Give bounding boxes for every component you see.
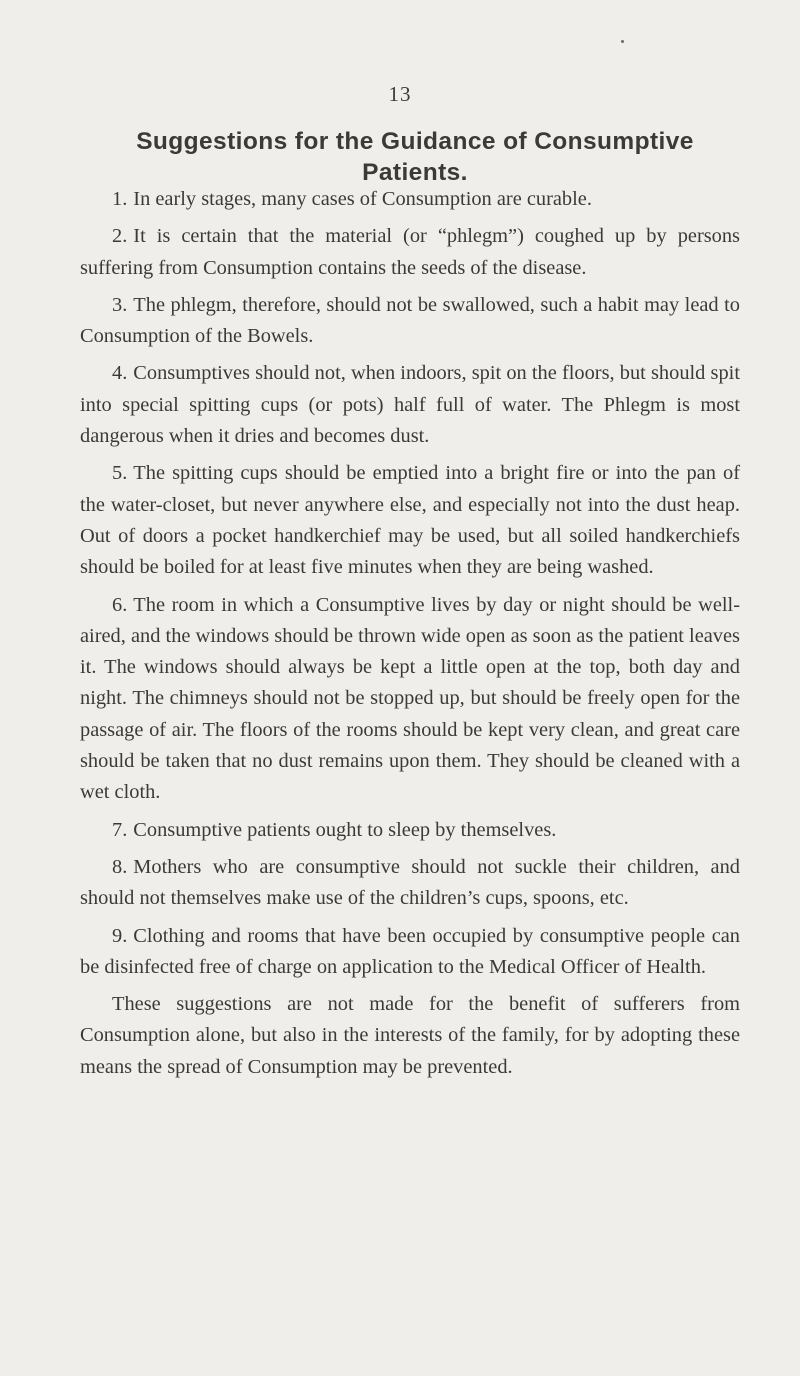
- numbered-paragraph: [80, 184, 740, 215]
- paragraph-text: In early stages, many cases of Consumption are curable.: [133, 188, 592, 210]
- numbered-paragraph: [80, 852, 740, 915]
- paragraph-text: The spitting cups should be emptied into a bright fire or into the pan of the water-closet, but never anywhere else, and especially not into the dust heap. Out of doors a pocket handkerchief may be used, but all soiled handkerchiefs should be boiled for at least five minutes when they are being washed.: [80, 462, 740, 579]
- paragraph-number: 7.: [112, 818, 128, 841]
- paragraph-number: 4.: [112, 362, 128, 385]
- paragraph-text: Mothers who are consumptive should not suckle their children, and should not themselves make use of the children’s cups, spoons, etc.: [80, 855, 740, 910]
- numbered-paragraph: [80, 290, 740, 353]
- numbered-paragraph: [80, 221, 740, 284]
- numbered-paragraph: [80, 590, 740, 809]
- closing-paragraph: These suggestions are not made for the benefit of sufferers from Consumption alone, but also in the interests of the family, for by adopting these means the spread of Consumption may be prevented.: [80, 993, 740, 1078]
- paragraph-text: Consumptive patients ought to sleep by themselves.: [133, 818, 557, 841]
- numbered-paragraph: [80, 815, 740, 846]
- numbered-paragraph: [80, 458, 740, 583]
- paragraph-text: It is certain that the material (or “phlegm”) coughed up by persons suffering from Consumption contains the seeds of the disease.: [80, 225, 740, 279]
- paragraph-text: The room in which a Consumptive lives by day or night should be well-aired, and the windows should be thrown wide open as soon as the patient leaves it. The windows should always be kept a little open at the top, both day and night. The chimneys should not be stopped up, but should be freely open for the passage of air. The floors of the rooms should be kept very clean, and great care should be taken that no dust remains upon them. They should be cleaned with a wet cloth.: [80, 593, 740, 804]
- paragraph-number: 6.: [112, 593, 128, 616]
- paragraph-number: 2.: [112, 225, 128, 248]
- page-number: 13: [388, 82, 412, 106]
- paragraph-number: 9.: [112, 924, 128, 947]
- numbered-paragraph: [80, 358, 740, 452]
- paragraph-number: 8.: [112, 855, 128, 878]
- paragraph-text: Consumptives should not, when indoors, spit on the floors, but should spit into special spitting cups (or pots) half full of water. The Phlegm is most dangerous when it dries and becomes dust.: [80, 362, 740, 448]
- paragraph-number: 5.: [112, 462, 128, 485]
- page-title: Suggestions for the Guidance of Consumptive Patients.: [136, 128, 694, 186]
- paragraph-number: 1.: [112, 188, 128, 210]
- paragraph-number: 3.: [112, 293, 128, 316]
- paragraph-text: Clothing and rooms that have been occupied by consumptive people can be disinfected free of charge on application to the Medical Officer of Health.: [80, 924, 740, 978]
- stray-mark: [621, 40, 624, 43]
- numbered-paragraph: [80, 921, 740, 984]
- document-body: [80, 184, 740, 1089]
- paragraph-text: The phlegm, therefore, should not be swallowed, such a habit may lead to Consumption of the Bowels.: [80, 293, 740, 348]
